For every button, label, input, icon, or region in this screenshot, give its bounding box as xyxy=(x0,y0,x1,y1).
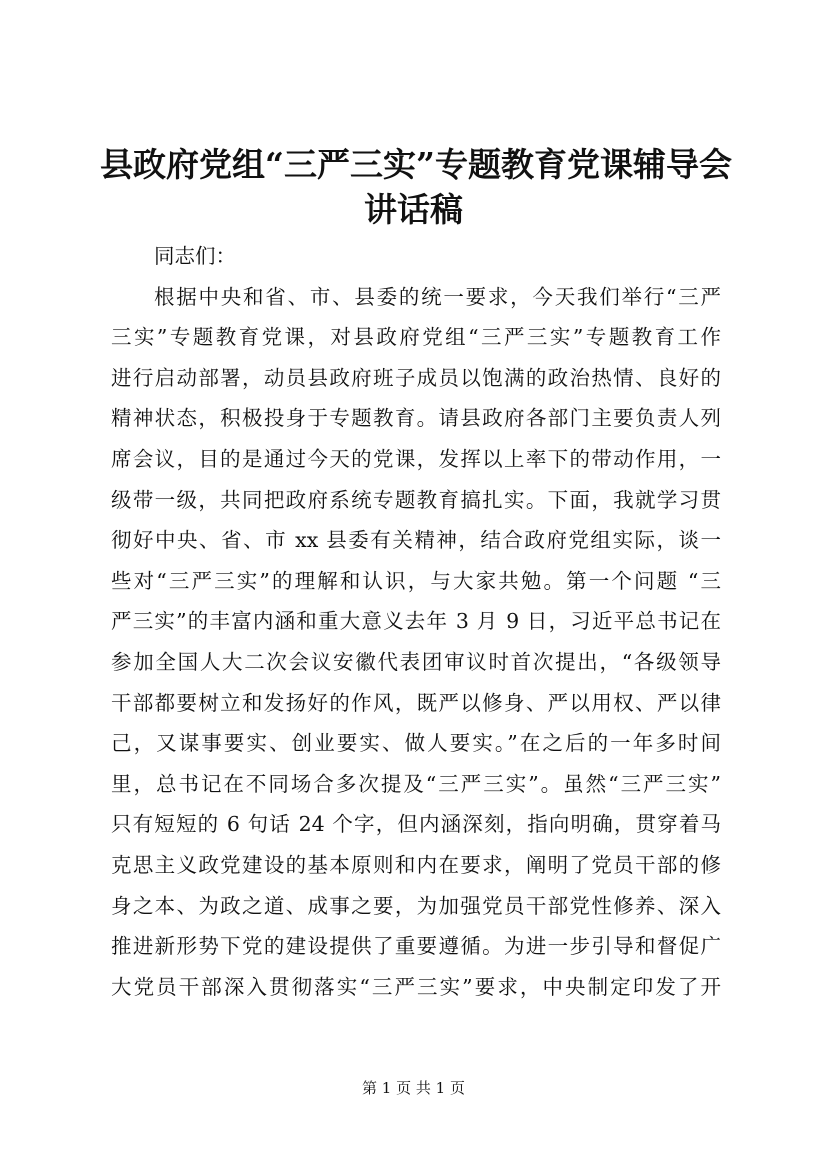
paragraph-line: 克思主义政党建设的基本原则和内在要求，阐明了党员干部的修 xyxy=(111,852,721,877)
title-line-1: 县政府党组“三严三实”专题教育党课辅导会 xyxy=(100,145,732,184)
paragraph-line: 身之本、为政之道、成事之要，为加强党员干部党性修养、深入 xyxy=(111,893,721,918)
document-title xyxy=(100,142,732,232)
paragraph-line: 根据中央和省、市、县委的统一要求，今天我们举行“三严 xyxy=(154,284,721,309)
paragraph-line: 些对“三严三实”的理解和认识，与大家共勉。第一个问题 “三 xyxy=(111,568,721,593)
salutation: 同志们： xyxy=(154,244,236,268)
paragraph-line: 只有短短的 6 句话 24 个字，但内涵深刻，指向明确，贯穿着马 xyxy=(111,812,721,837)
paragraph-line: 席会议，目的是通过今天的党课，发挥以上率下的带动作用，一 xyxy=(111,446,721,471)
paragraph-line: 三实”专题教育党课，对县政府党组“三严三实”专题教育工作 xyxy=(111,325,721,350)
paragraph-line: 进行启动部署，动员县政府班子成员以饱满的政治热情、良好的 xyxy=(111,365,721,390)
paragraph-line: 级带一级，共同把政府系统专题教育搞扎实。下面，我就学习贯 xyxy=(111,487,721,512)
paragraph-line: 参加全国人大二次会议安徽代表团审议时首次提出，“各级领导 xyxy=(111,649,721,674)
paragraph-line: 大党员干部深入贯彻落实“三严三实”要求，中央制定印发了开 xyxy=(111,974,721,999)
paragraph-line: 推进新形势下党的建设提供了重要遵循。为进一步引导和督促广 xyxy=(111,934,721,959)
paragraph-line: 干部都要树立和发扬好的作风，既严以修身、严以用权、严以律 xyxy=(111,690,721,715)
paragraph-line: 精神状态，积极投身于专题教育。请县政府各部门主要负责人列 xyxy=(111,406,721,431)
page-number-footer: 第 1 页 共 1 页 xyxy=(362,1079,465,1097)
paragraph-line: 严三实”的丰富内涵和重大意义去年 3 月 9 日，习近平总书记在 xyxy=(111,609,721,634)
paragraph-line: 己，又谋事要实、创业要实、做人要实。”在之后的一年多时间 xyxy=(111,731,721,756)
title-line-2: 讲话稿 xyxy=(364,190,463,229)
paragraph-line: 里，总书记在不同场合多次提及“三严三实”。虽然“三严三实” xyxy=(111,771,721,796)
paragraph-line: 彻好中央、省、市 xx 县委有关精神，结合政府党组实际，谈一 xyxy=(111,528,721,553)
document-body xyxy=(111,236,721,1007)
